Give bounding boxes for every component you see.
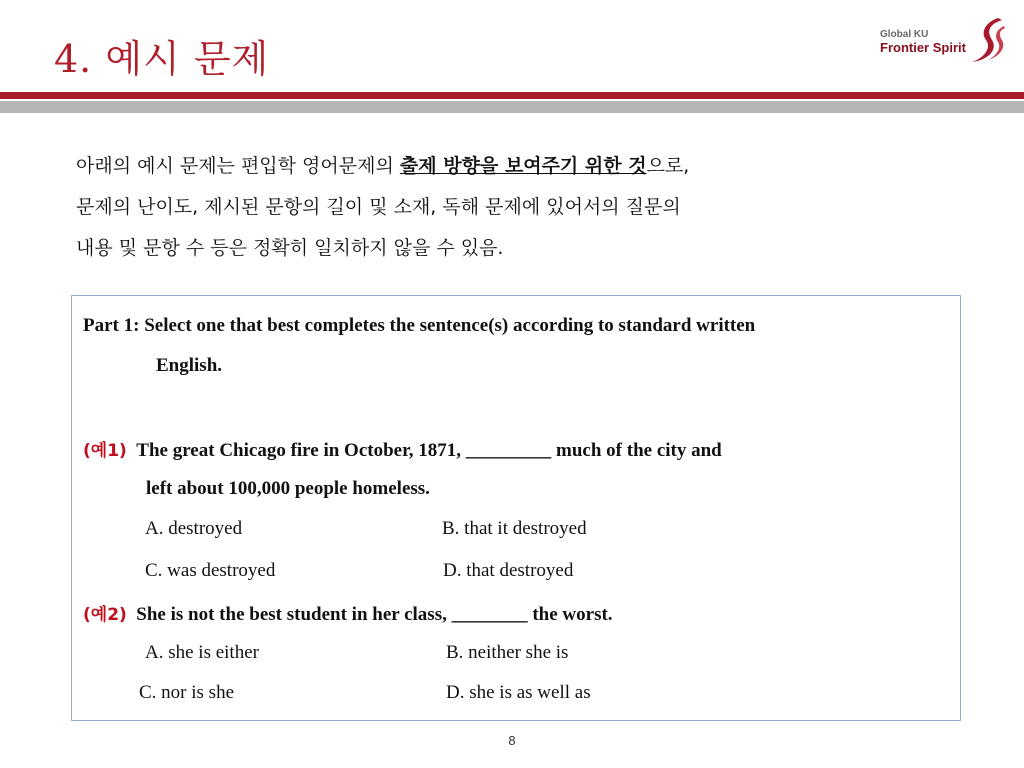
intro-line-1 [76,146,956,187]
question-2-prefix: (예2) [83,605,127,625]
logo-line2: Frontier Spirit [880,40,966,55]
question-2-option-b: B. neither she is [446,642,569,663]
swoosh-icon [968,16,1006,64]
intro-emphasis: 출제 방향을 보여주기 위한 것 [399,155,647,177]
part-heading-line2: English. [156,355,223,376]
question-1-text2: left about 100,000 people homeless. [146,478,430,499]
page-number: 8 [508,733,516,748]
question-2-option-d: D. she is as well as [446,682,591,703]
intro-text-1: 아래의 예시 문제는 편입학 영어문제의 [76,155,400,177]
example-questions-box [71,295,961,721]
question-2-option-c: C. nor is she [139,682,234,703]
intro-text-2: 으로, [646,155,690,177]
question-1-option-c: C. was destroyed [145,560,276,581]
university-logo [876,16,1006,66]
question-1-option-d: D. that destroyed [443,560,574,581]
question-2-text1: She is not the best student in her class, ________ the worst. [136,604,613,625]
intro-paragraph [76,146,956,269]
intro-line-3: 내용 및 문항 수 등은 정확히 일치하지 않을 수 있음. [76,237,504,259]
slide-title: 4. 예시 문제 [54,37,270,81]
intro-line-2: 문제의 난이도, 제시된 문항의 길이 및 소재, 독해 문제에 있어서의 질문의 [76,196,681,218]
header-red-bar [0,92,1024,99]
question-1-line1 [83,436,722,462]
question-1-option-a: A. destroyed [145,518,243,539]
header-gray-bar [0,101,1024,113]
question-1-prefix: (예1) [83,441,127,461]
logo-line1: Global KU [880,29,929,40]
question-2-option-a: A. she is either [145,642,259,663]
question-1-option-b: B. that it destroyed [442,518,587,539]
part-heading-line1: Part 1: Select one that best completes the sentence(s) according to standard written [83,315,756,336]
question-2-line1 [83,600,613,626]
question-1-text1: The great Chicago fire in October, 1871, _________ much of the city and [136,440,722,461]
